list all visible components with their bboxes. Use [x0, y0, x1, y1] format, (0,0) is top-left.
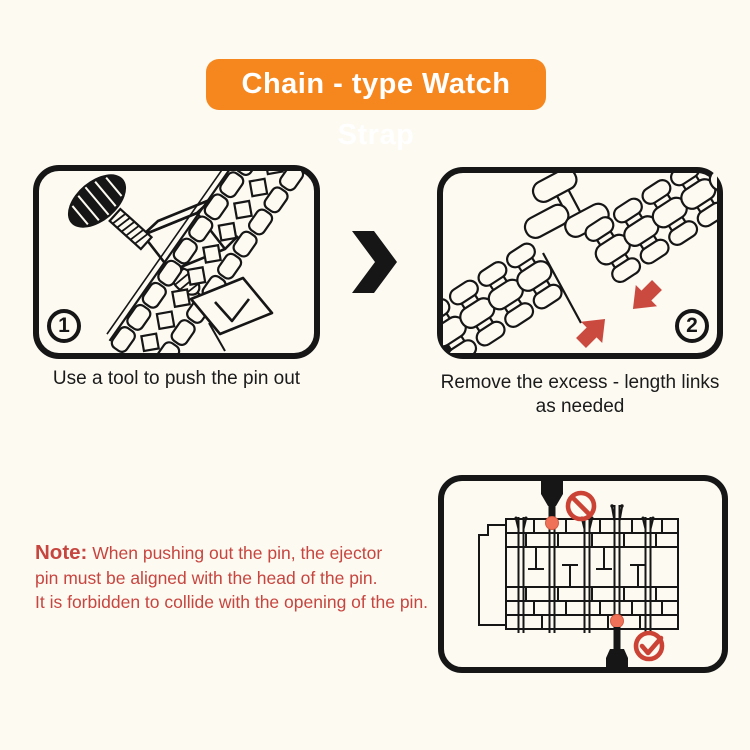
ejector-tool-bottom: [606, 627, 628, 667]
bracelet-segment-upper: [580, 173, 717, 287]
contact-dot-correct: [611, 615, 624, 628]
note-line-2: pin must be aligned with the head of the pin.: [35, 567, 378, 588]
step-2-caption: [425, 371, 735, 419]
bracelet-segment-lower: [443, 239, 567, 353]
step-2-panel: [437, 167, 723, 359]
prohibited-icon: [568, 493, 594, 519]
chevron-right-icon: [350, 231, 398, 293]
note-text: [35, 541, 475, 615]
note-label: Note:: [35, 541, 88, 564]
red-arrow-icon: [622, 274, 667, 319]
bracelet-strip: [103, 171, 305, 353]
tool-screw-shaft: [110, 209, 152, 249]
pin-alignment-illustration: [444, 481, 722, 667]
note-line-3: It is forbidden to collide with the opening of the pin.: [35, 592, 429, 612]
note-line-1: [35, 541, 475, 566]
step-1-panel: [33, 165, 320, 359]
note-line-1-text: When pushing out the pin, the ejector: [92, 543, 383, 563]
step-1-caption: Use a tool to push the pin out: [52, 368, 301, 389]
step-2-number-badge: 2: [675, 309, 709, 343]
tool-lower-jaw: [191, 278, 272, 334]
ejector-tool-top: [541, 481, 563, 518]
pin-alignment-detail-panel: [438, 475, 728, 673]
step-2-caption-line-1: Remove the excess - length links: [440, 372, 720, 393]
contact-dot-wrong: [546, 517, 559, 530]
bracelet-cross-section: [479, 519, 678, 629]
step-1-number-badge: 1: [47, 309, 81, 343]
step-2-caption-line-2: as needed: [535, 396, 625, 417]
title-banner: Chain - type Watch Strap: [206, 59, 546, 110]
check-icon: [636, 633, 662, 659]
